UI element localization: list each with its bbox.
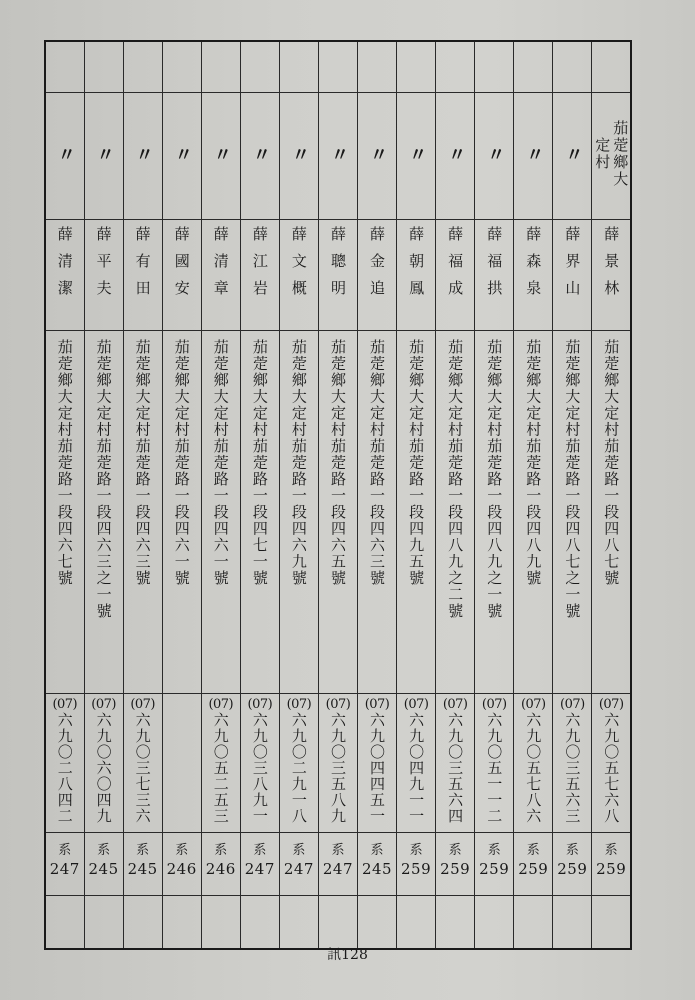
person-name: 薛文概: [289, 226, 308, 307]
name-cell: [592, 220, 631, 331]
code-unit: 系: [175, 843, 189, 858]
phone-number: 六九〇二八四二: [55, 712, 74, 824]
ditto-mark: 〃: [445, 145, 467, 163]
name-cell: [397, 220, 436, 331]
area-code: (07): [560, 697, 585, 712]
village-cell: [553, 93, 592, 220]
phone-cell: [358, 694, 397, 833]
address-cell: [162, 331, 201, 694]
village-row: [45, 93, 631, 220]
village-cell: [45, 93, 84, 220]
blank-cell: [397, 41, 436, 93]
blank-cell: [123, 41, 162, 93]
code-number: 247: [322, 860, 354, 878]
phone-cell: [123, 694, 162, 833]
name-cell: [162, 220, 201, 331]
code-unit: 系: [331, 843, 345, 858]
blank-cell: [201, 896, 240, 950]
name-cell: [358, 220, 397, 331]
ditto-mark: 〃: [484, 145, 506, 163]
area-code: (07): [91, 697, 116, 712]
person-name: 薛平夫: [94, 226, 113, 307]
blank-cell: [318, 41, 357, 93]
address: 茄萣鄉大定村茄萣路一段四六一號: [172, 339, 191, 587]
blank-cell: [84, 41, 123, 93]
address: 茄萣鄉大定村茄萣路一段四八九之一號: [485, 339, 504, 620]
address-cell: [553, 331, 592, 694]
phone-cell: [592, 694, 631, 833]
code-number: 259: [401, 860, 432, 878]
village-cell: [358, 93, 397, 220]
blank-cell: [475, 41, 514, 93]
address-cell: [201, 331, 240, 694]
address: 茄萣鄉大定村茄萣路一段四六一號: [211, 339, 230, 587]
code-cell: [162, 833, 201, 896]
blank-cell: [45, 41, 84, 93]
name-cell: [436, 220, 475, 331]
address: 茄萣鄉大定村茄萣路一段四六三號: [133, 339, 152, 587]
village-cell: [123, 93, 162, 220]
code-cell: [318, 833, 357, 896]
ditto-mark: 〃: [54, 145, 76, 163]
phone-cell: [201, 694, 240, 833]
code-number: 247: [244, 860, 275, 878]
phone-cell: [475, 694, 514, 833]
address: 茄萣鄉大定村茄萣路一段四六九號: [289, 339, 308, 587]
blank-cell: [358, 896, 397, 950]
phone-number: 六九〇三五六三: [563, 712, 582, 824]
address-cell: [318, 331, 357, 694]
person-name: 薛福成: [446, 226, 465, 307]
village-cell: [84, 93, 123, 220]
village-cell: [397, 93, 436, 220]
blank-cell: [84, 896, 123, 950]
phone-number: 六九〇四四五一: [368, 712, 387, 824]
code-cell: [475, 833, 514, 896]
address-cell: [123, 331, 162, 694]
person-name: 薛金追: [368, 226, 387, 307]
area-code: (07): [247, 697, 273, 712]
person-name: 薛國安: [172, 226, 191, 307]
blank-cell: [162, 896, 201, 950]
phone-cell: [397, 694, 436, 833]
name-cell: [240, 220, 279, 331]
name-cell: [514, 220, 553, 331]
address: 茄萣鄉大定村茄萣路一段四八九號: [524, 339, 543, 587]
person-name: 薛界山: [563, 226, 582, 307]
code-cell: [45, 833, 84, 896]
code-unit: 系: [526, 843, 540, 858]
ditto-mark: 〃: [327, 145, 349, 163]
phone-number: 六九〇五二五三: [211, 712, 230, 824]
code-number: 259: [479, 860, 510, 878]
phone-cell: [162, 694, 201, 833]
directory-table: [44, 40, 632, 950]
address: 茄萣鄉大定村茄萣路一段四七一號: [250, 339, 269, 587]
code-number: 246: [205, 860, 236, 878]
address: 茄萣鄉大定村茄萣路一段四六七號: [55, 339, 74, 587]
person-name: 薛江岩: [250, 226, 269, 307]
village-cell: [162, 93, 201, 220]
blank-cell: [592, 41, 631, 93]
name-cell: [318, 220, 357, 331]
address: 茄萣鄉大定村茄萣路一段四六三之一號: [94, 339, 113, 620]
address-cell: [358, 331, 397, 694]
phone-number: 六九〇四九一一: [407, 712, 426, 824]
code-number: 247: [49, 860, 80, 878]
code-unit: 系: [409, 843, 423, 858]
address-row: [45, 331, 631, 694]
phone-number: 六九〇三八九一: [250, 712, 269, 824]
code-unit: 系: [97, 843, 111, 858]
area-code: (07): [52, 697, 78, 712]
address-cell: [436, 331, 475, 694]
name-cell: [201, 220, 240, 331]
top-blank-row: [45, 41, 631, 93]
name-cell: [475, 220, 514, 331]
area-code: (07): [208, 697, 234, 712]
phone-number: 六九〇三七三六: [133, 712, 152, 824]
village-cell: [514, 93, 553, 220]
village-cell: [318, 93, 357, 220]
code-number: 259: [518, 860, 549, 878]
person-name: 薛聰明: [328, 226, 347, 307]
person-name: 薛有田: [133, 226, 152, 307]
area-code: (07): [598, 697, 624, 712]
phone-cell: [514, 694, 553, 833]
code-number: 259: [440, 860, 471, 878]
village-cell: [279, 93, 318, 220]
blank-cell: [279, 896, 318, 950]
code-cell: [358, 833, 397, 896]
code-cell: [514, 833, 553, 896]
person-name: 薛森泉: [524, 226, 543, 307]
ditto-mark: 〃: [562, 145, 584, 163]
blank-cell: [123, 896, 162, 950]
blank-cell: [553, 41, 592, 93]
phone-number: 六九〇五一一二: [485, 712, 504, 824]
phone-cell: [45, 694, 84, 833]
phone-cell: [553, 694, 592, 833]
code-number: 245: [88, 860, 119, 878]
village-cell: [475, 93, 514, 220]
code-cell: [279, 833, 318, 896]
page-number: 訊128: [327, 947, 368, 963]
person-name: 薛福拱: [485, 226, 504, 307]
address: 茄萣鄉大定村茄萣路一段四八七號: [602, 339, 621, 587]
code-unit: 系: [253, 843, 267, 858]
code-unit: 系: [487, 843, 501, 858]
address-cell: [514, 331, 553, 694]
ditto-mark: 〃: [132, 145, 154, 163]
blank-cell: [279, 41, 318, 93]
ditto-mark: 〃: [406, 145, 428, 163]
blank-cell: [475, 896, 514, 950]
phone-number: 六九〇六〇四九: [94, 712, 113, 824]
village-cell: [436, 93, 475, 220]
name-cell: [279, 220, 318, 331]
address-cell: [84, 331, 123, 694]
address-cell: [240, 331, 279, 694]
blank-cell: [358, 41, 397, 93]
phone-cell: [279, 694, 318, 833]
phone-cell: [84, 694, 123, 833]
address-cell: [592, 331, 631, 694]
person-name: 薛朝鳳: [407, 226, 426, 307]
phone-row: [45, 694, 631, 833]
blank-cell: [45, 896, 84, 950]
code-cell: [553, 833, 592, 896]
code-unit: 系: [370, 843, 384, 858]
blank-cell: [436, 896, 475, 950]
area-code: (07): [403, 697, 429, 712]
blank-cell: [162, 41, 201, 93]
name-cell: [553, 220, 592, 331]
blank-cell: [240, 41, 279, 93]
area-code: (07): [481, 697, 507, 712]
blank-cell: [514, 896, 553, 950]
person-name: 薛景林: [602, 226, 621, 307]
address: 茄萣鄉大定村茄萣路一段四八七之一號: [563, 339, 582, 620]
phone-number: 六九〇二九一八: [289, 712, 308, 824]
ditto-mark: 〃: [288, 145, 310, 163]
blank-cell: [553, 896, 592, 950]
name-cell: [45, 220, 84, 331]
area-code: (07): [442, 697, 468, 712]
phone-number: 六九〇五七八六: [524, 712, 543, 824]
blank-cell: [514, 41, 553, 93]
address-cell: [45, 331, 84, 694]
code-number: 259: [557, 860, 588, 878]
code-row: [45, 833, 631, 896]
code-number: 245: [127, 860, 158, 878]
address: 茄萣鄉大定村茄萣路一段四六五號: [328, 339, 347, 587]
ditto-mark: 〃: [93, 145, 115, 163]
village-cell: [201, 93, 240, 220]
code-unit: 系: [604, 843, 618, 858]
area-code: (07): [364, 697, 390, 712]
blank-cell: [318, 896, 357, 950]
code-number: 259: [596, 860, 627, 878]
code-cell: [240, 833, 279, 896]
code-cell: [592, 833, 631, 896]
area-code: (07): [325, 697, 351, 712]
area-code: (07): [520, 697, 546, 712]
address: 茄萣鄉大定村茄萣路一段四九五號: [407, 339, 426, 587]
code-cell: [201, 833, 240, 896]
village-cell: [240, 93, 279, 220]
village-name: 茄萣鄉大定村: [593, 120, 630, 188]
phone-cell: [240, 694, 279, 833]
code-cell: [123, 833, 162, 896]
name-cell: [123, 220, 162, 331]
ditto-mark: 〃: [210, 145, 232, 163]
blank-cell: [201, 41, 240, 93]
ditto-mark: 〃: [171, 145, 193, 163]
address-cell: [279, 331, 318, 694]
ditto-mark: 〃: [367, 145, 389, 163]
code-unit: 系: [214, 843, 228, 858]
bottom-blank-row: [45, 896, 631, 950]
address-cell: [475, 331, 514, 694]
code-number: 246: [166, 860, 197, 878]
code-unit: 系: [292, 843, 306, 858]
address: 茄萣鄉大定村茄萣路一段四六三號: [368, 339, 387, 587]
code-unit: 系: [565, 843, 579, 858]
blank-cell: [592, 896, 631, 950]
phone-cell: [436, 694, 475, 833]
person-name: 薛清潔: [55, 226, 74, 307]
code-number: 245: [361, 860, 393, 878]
code-number: 247: [283, 860, 314, 878]
phone-cell: [318, 694, 357, 833]
address-cell: [397, 331, 436, 694]
name-cell: [84, 220, 123, 331]
phone-number: 六九〇三五六四: [446, 712, 465, 824]
ditto-mark: 〃: [249, 145, 271, 163]
person-name: 薛清章: [211, 226, 230, 307]
address: 茄萣鄉大定村茄萣路一段四八九之二號: [446, 339, 465, 620]
blank-cell: [240, 896, 279, 950]
code-cell: [84, 833, 123, 896]
blank-cell: [436, 41, 475, 93]
area-code: (07): [286, 697, 312, 712]
blank-cell: [397, 896, 436, 950]
code-cell: [397, 833, 436, 896]
ditto-mark: 〃: [523, 145, 545, 163]
name-row: [45, 220, 631, 331]
area-code: (07): [130, 697, 155, 712]
code-cell: [436, 833, 475, 896]
code-unit: 系: [136, 843, 150, 858]
village-cell: [592, 93, 631, 220]
code-unit: 系: [448, 843, 462, 858]
phone-number: 六九〇三五八九: [328, 712, 347, 824]
code-unit: 系: [58, 843, 72, 858]
phone-number: 六九〇五七六八: [602, 712, 621, 824]
